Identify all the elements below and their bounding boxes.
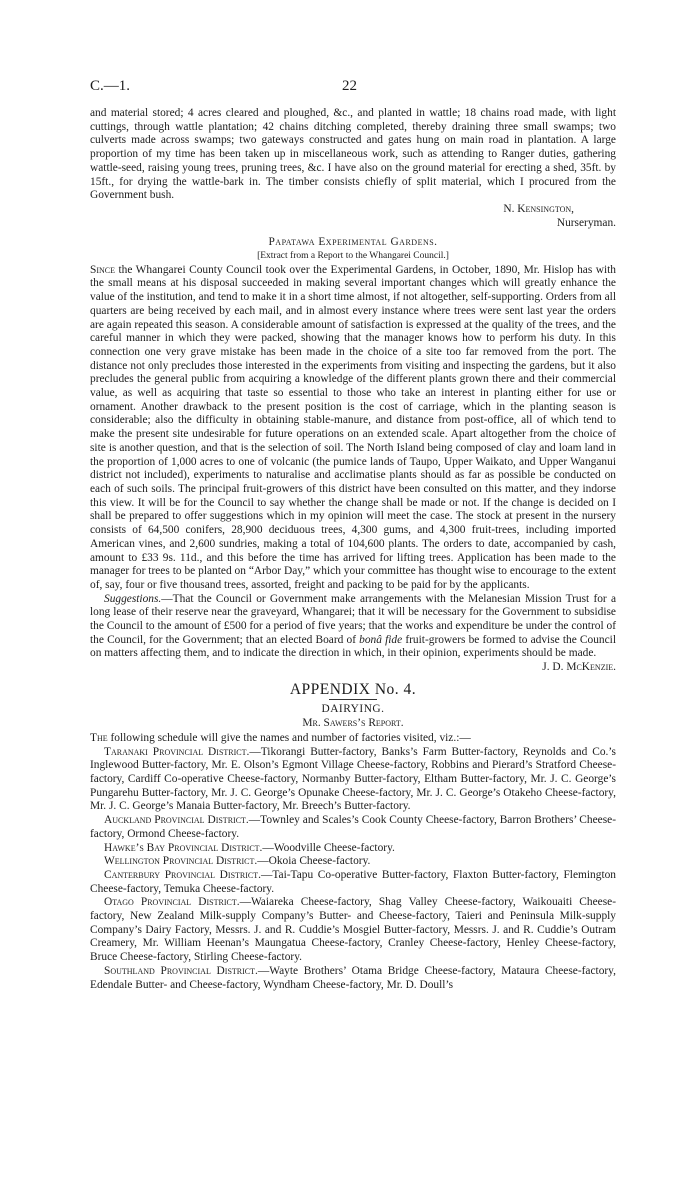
- section-heading-dairying: DAIRYING.: [321, 702, 385, 715]
- paragraph-lead: Since: [90, 263, 115, 276]
- district-southland: [90, 965, 616, 992]
- intro-lead: The: [90, 731, 108, 744]
- intro-text: following schedule will give the names and number of factories visited, viz.:—: [107, 731, 471, 744]
- paragraph-body: the Whangarei County Council took over the Experimental Gardens, in October, 1890, Mr. Hislop has with the small means at his disposal succeeded in making several important changes which will greatly enhance the value of the institution, and tend to make it in a short time almost, if not altogether, self-supporting. Orders from all quarters are being received by each mail, and in almost every instance where trees were sent last year the orders are again repeated this season. A considerable amount of satisfaction is expressed at the quality of the trees, and the careful manner in which they were packed, showing that the manager knows how to perform his duty. In this connection one very grave mistake has been made in the choice of a site too far removed from the port. The distance not only precludes those interested in the experiments from visiting and inspecting the gardens, but it also precludes the general public from acquiring a knowledge of the different plants grown there and their commercial value, as well as acquiring that taste so essential to those who take an interest in planting either for use or ornament. Another drawback to the present position is the cost of carriage, which in the planting season is considerable; also the difficulty in obtaining stable-manure, and distance from post-office, all of which tend to make the present site undesirable for future operations on an extended scale. Apart altogether from the choice of site is another question, and that is the selection of soil. The North Island being composed of clay and loam land in the proportion of 1,000 acres to one of volcanic (the pumice lands of Taupo, Upper Waikato, and Upper Wanganui district not included), experiments to naturalise and acclimatise plants should as far as possible be conducted on each of such soils. The principal fruit-growers of this district have been consulted on this matter, and they indorse this view. It will be for the Council to say whether the change shall be made or not. If the change is decided on I shall be prepared to offer suggestions which in my opinion will meet the case. The stock at present in the nursery consists of 64,500 conifers, 28,900 deciduous trees, 4,300 gums, and 4,300 fruit-trees, including imported American vines, and 2,600 sundries, making a total of 104,600 plants. The orders to date, accompanied by cash, amount to £33 9s. 11d., and this before the time has arrived for lifting trees. Application has been made to the manager for trees to be planted on “Arbor Day,” which your committee has thought wise to encourage to the extent of, say, four or five thousand trees, assorted, freight and packing to be paid for by the applicants.: [90, 263, 616, 591]
- district-factories: —Waiareka Cheese-factory, Shag Valley Cheese-factory, Waikouaiti Cheese-factory, New Zealand Milk-supply Company’s Butter- and Cheese-factory, Taieri and Peninsula Milk-supply Company’s Dairy Factory, Messrs. J. and R. Cuddie’s Mosgiel Butter-factory, Messrs. J. and R. Cuddie’s Outram Creamery, Mr. William Heenan’s Maungatua Cheese-factory, Cranley Cheese-factory, Henley Cheese-factory, Bruce Cheese-factory, Stirling Cheese-factory.: [90, 896, 616, 964]
- suggestions-text-1: —That the Council or Government make arrangements with the Melanesian Mission Trust for a long lease of their reserve near the graveyard, Whangarei; that it will be necessary for the Government to subsidise the Council to the amount of £500 for a period of five years; that the works and expenditure be under the control of the Council, for the Government; that an elected Board of: [90, 592, 616, 646]
- district-name: Taranaki Provincial District.: [104, 745, 250, 758]
- schedule-intro: [90, 732, 616, 746]
- appendix-title: APPENDIX No. 4.: [289, 680, 417, 698]
- district-name: Wellington Provincial District.: [104, 855, 258, 868]
- section-heading-papatawa: Papatawa Experimental Gardens.: [268, 236, 438, 249]
- page-header: [90, 80, 616, 100]
- suggestions-italic: bonâ fide: [359, 633, 403, 646]
- district-hawkes-bay: [90, 842, 616, 856]
- district-name: Hawke’s Bay Provincial District.: [104, 841, 263, 854]
- section-subheading: [Extract from a Report to the Whangarei Council.]: [257, 251, 449, 262]
- district-factories: —Woodville Cheese-factory.: [262, 841, 395, 854]
- suggestions-label: Suggestions.: [104, 592, 162, 605]
- district-factories: —Tikorangi Butter-factory, Banks’s Farm Butter-factory, Reynolds and Co.’s Inglewood Butter-factory, Mr. E. Olson’s Egmont Village Cheese-factory, Robbins and Pierard’s Stratford Cheese-factory, Cardiff Co-operative Cheese-factory, Normanby Butter-factory, Eltham Butter-factory, Mr. J. C. George’s Pungarehu Butter-factory, Mr. J. C. George’s Opunake Cheese-factory, Mr. J. C. George’s Otakeho Cheese-factory, Mr. J. C. George’s Manaia Butter-factory, Mr. Breech’s Butter-factory.: [90, 745, 616, 813]
- report-title: Mr. Sawers’s Report.: [302, 717, 404, 730]
- divider: [329, 699, 377, 700]
- suggestions-text-2: fruit-growers be formed to advise the Council on matters affecting them, and to indicate the direction in which, in their opinion, experiments should be made.: [90, 633, 616, 660]
- signature-name: N. Kensington,: [503, 202, 574, 215]
- suggestions-paragraph: [90, 593, 616, 662]
- district-wellington: [90, 855, 616, 869]
- page-body: [90, 107, 616, 992]
- papatawa-paragraph: [90, 264, 616, 593]
- district-taranaki: [90, 746, 616, 815]
- district-name: Southland Provincial District.: [104, 964, 258, 977]
- district-factories: —Townley and Scales’s Cook County Cheese-factory, Barron Brothers’ Cheese-factory, Ormond Cheese-factory.: [90, 814, 616, 840]
- district-otago: [90, 896, 616, 965]
- district-factories: —Tai-Tapu Co-operative Butter-factory, Flaxton Butter-factory, Flemington Cheese-factory, Temuka Cheese-factory.: [90, 868, 617, 895]
- signature-title: Nurseryman.: [556, 216, 616, 229]
- signature-mckenzie: J. D. McKenzie.: [542, 661, 616, 674]
- district-name: Auckland Provincial District.: [104, 814, 249, 827]
- continuation-paragraph: and material stored; 4 acres cleared and ploughed, &c., and planted in wattle; 18 chains road made, with light cuttings, through wattle plantation; 42 chains ditching completed, thereby draining three small swamps; two culverts made across swamps; two gateways constructed and gates hung on main road in plantation. A large proportion of my time has been taken up in miscellaneous work, such as attending to Ranger duties, gathering wattle-seed, raising young trees, pruning trees, &c. I have also on the ground material for erecting a shed, 35ft. by 15ft., for drying the wattle-bark in. The timber consists chiefly of split material, which I procured from the Government bush.: [90, 107, 616, 202]
- district-factories: —Wayte Brothers’ Otama Bridge Cheese-factory, Mataura Cheese-factory, Edendale Butter- and Cheese-factory, Wyndham Cheese-factory, Mr. D. Doull’s: [90, 964, 616, 991]
- district-canterbury: [90, 869, 616, 896]
- district-name: Otago Provincial District.: [104, 896, 240, 909]
- district-auckland: [90, 814, 616, 841]
- district-factories: —Okoia Cheese-factory.: [257, 855, 371, 868]
- document-code: C.—1.: [90, 78, 131, 94]
- district-name: Canterbury Provincial District.: [104, 868, 261, 881]
- page-number: 22: [342, 78, 357, 94]
